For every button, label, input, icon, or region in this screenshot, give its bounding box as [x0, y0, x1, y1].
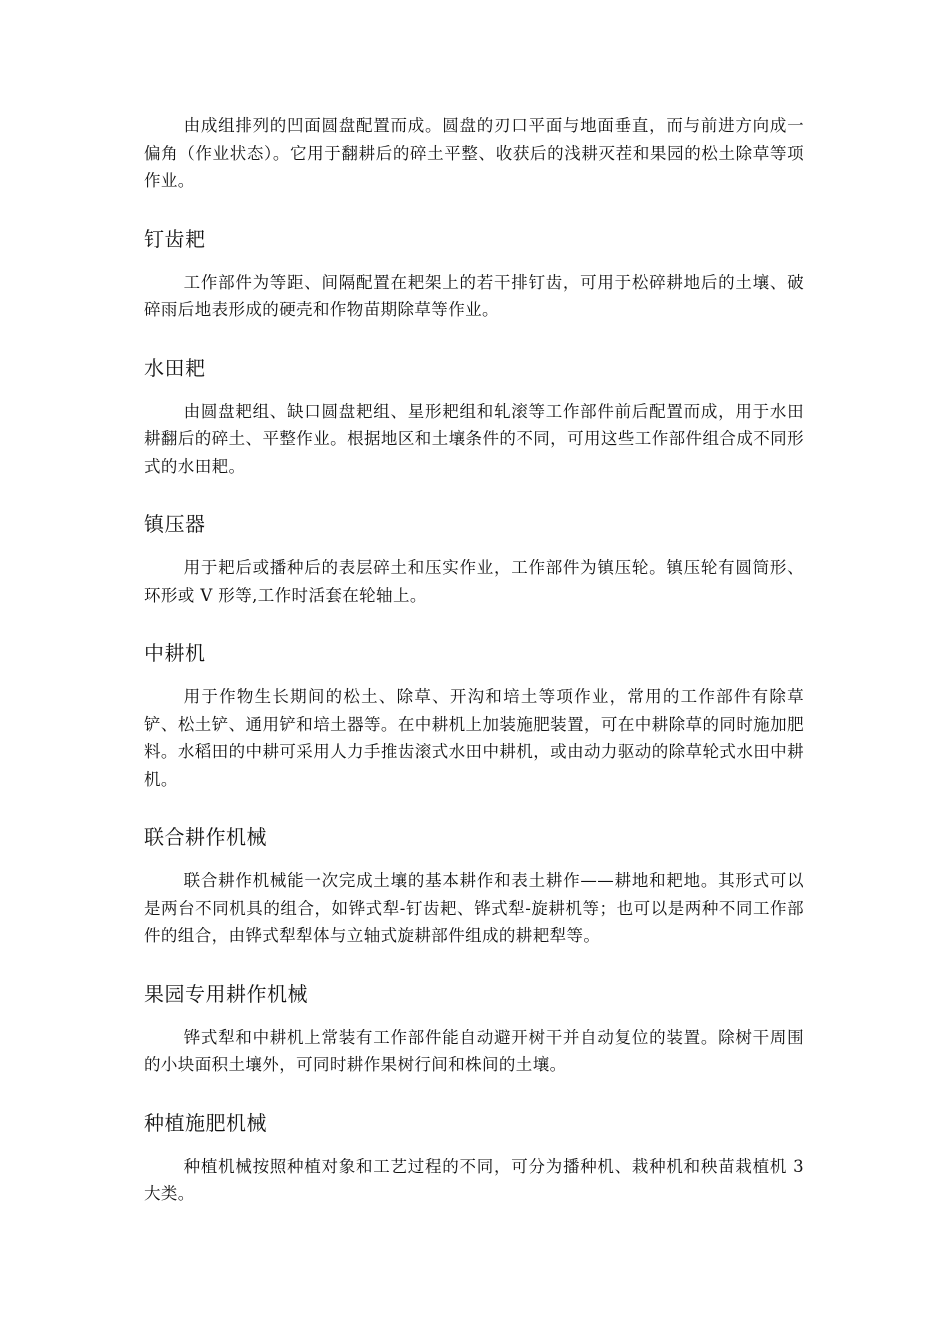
heading-planting-fertilizing: 种植施肥机械 — [144, 1110, 267, 1135]
intro-paragraph: 由成组排列的凹面圆盘配置而成。圆盘的刃口平面与地面垂直，而与前进方向成一偏角（作业状态）。它用于翻耕后的碎土平整、收获后的浅耕灭茬和果园的松土除草等项作业。 — [144, 116, 804, 190]
paragraph-combined-tillage: 联合耕作机械能一次完成土壤的基本耕作和表土耕作——耕地和耙地。其形式可以是两台不同机具的组合，如铧式犁-钉齿耙、铧式犁-旋耕机等；也可以是两种不同工作部件的组合，由铧式犁犁体与立轴式旋耕部件组成的耕耙犁等。 — [144, 871, 804, 945]
heading-roller: 镇压器 — [144, 512, 206, 536]
heading-combined-tillage: 联合耕作机械 — [144, 825, 267, 849]
paragraph-nail-tooth-harrow: 工作部件为等距、间隔配置在耙架上的若干排钉齿，可用于松碎耕地后的土壤、破碎雨后地表形成的硬壳和作物苗期除草等作业。 — [144, 272, 804, 319]
heading-orchard-tillage: 果园专用耕作机械 — [144, 981, 308, 1006]
paragraph-paddy-harrow: 由圆盘耙组、缺口圆盘耙组、星形耙组和轧滚等工作部件前后配置而成，用于水田耕翻后的碎土、平整作业。根据地区和土壤条件的不同，可用这些工作部件组合成不同形式的水田耙。 — [144, 401, 804, 476]
heading-nail-tooth-harrow: 钉齿耙 — [144, 226, 206, 251]
heading-paddy-harrow: 水田耙 — [144, 355, 206, 380]
paragraph-planting-fertilizing: 种植机械按照种植对象和工艺过程的不同，可分为播种机、栽种机和秧苗栽植机 3 大类。 — [144, 1156, 804, 1203]
paragraph-roller: 用于耙后或播种后的表层碎土和压实作业，工作部件为镇压轮。镇压轮有圆筒形、环形或 V 形等,工作时活套在轮轴上。 — [144, 558, 804, 605]
paragraph-orchard-tillage: 铧式犁和中耕机上常装有工作部件能自动避开树干并自动复位的装置。除树干周围的小块面积土壤外，可同时耕作果树行间和株间的土壤。 — [144, 1027, 804, 1074]
heading-cultivator: 中耕机 — [144, 641, 206, 665]
document-page — [144, 112, 804, 1208]
paragraph-cultivator: 用于作物生长期间的松土、除草、开沟和培土等项作业，常用的工作部件有除草铲、松土铲、通用铲和培土器等。在中耕机上加装施肥装置，可在中耕除草的同时施加肥料。水稻田的中耕可采用人力手推齿滚式水田中耕机，或由动力驱动的除草轮式水田中耕机。 — [144, 687, 804, 789]
